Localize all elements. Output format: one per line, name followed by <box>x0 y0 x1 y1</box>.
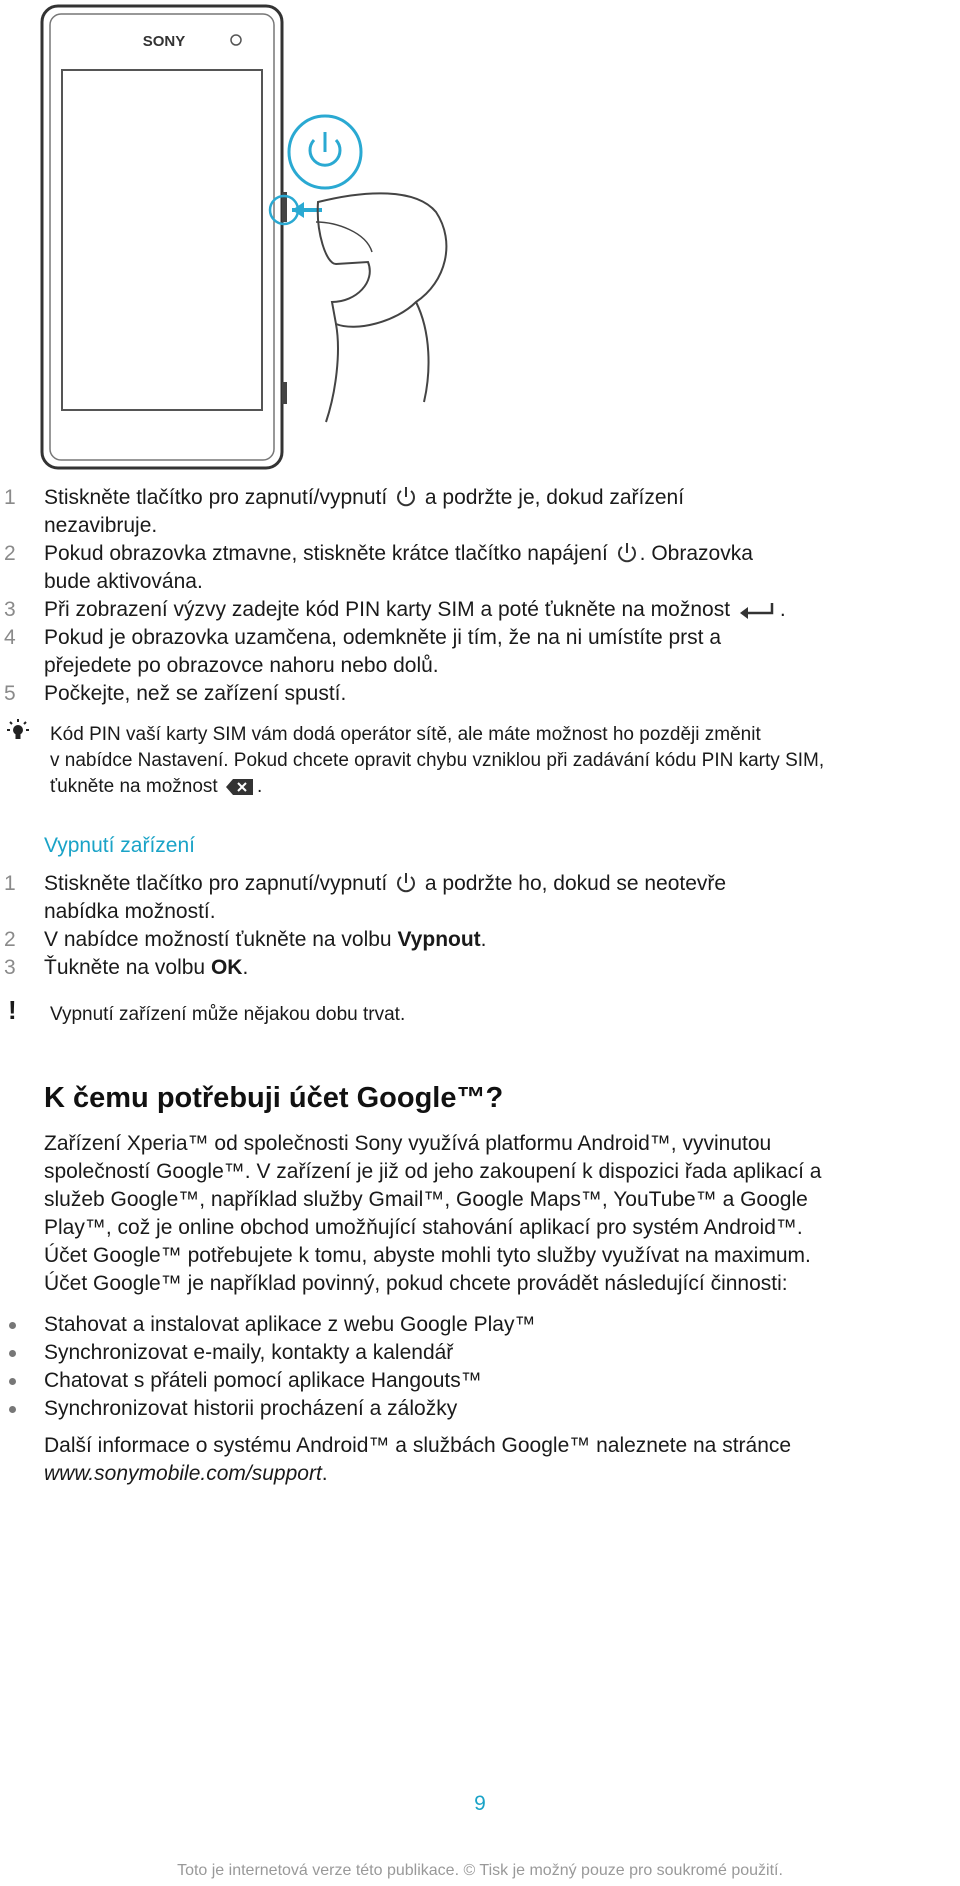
step-text: V nabídce možností ťukněte na volbu Vypnout. <box>44 928 487 951</box>
step-text: Stiskněte tlačítko pro zapnutí/vypnutí a podržte je, dokud zařízení <box>44 486 685 509</box>
step-text: nezavibruje. <box>44 514 158 537</box>
step-number: 4 <box>4 626 16 649</box>
step-number: 3 <box>4 956 16 979</box>
paragraph-line: Zařízení Xperia™ od společnosti Sony využívá platformu Android™, vyvinutou <box>44 1132 772 1155</box>
paragraph-line: služeb Google™, například služby Gmail™, Google Maps™, YouTube™ a Google <box>44 1188 808 1211</box>
list-item: Chatovat s přáteli pomocí aplikace Hangouts™ <box>44 1369 482 1392</box>
paragraph-line: Play™, což je online obchod umožňující stahování aplikací pro systém Android™. <box>44 1216 803 1239</box>
tip-text: Kód PIN vaší karty SIM vám dodá operátor sítě, ale máte možnost ho později změnit <box>50 724 761 745</box>
page-title: K čemu potřebuji účet Google™? <box>44 1082 504 1114</box>
step-text: Počkejte, než se zařízení spustí. <box>44 682 347 705</box>
step-number: 3 <box>4 598 16 621</box>
step-text: bude aktivována. <box>44 570 203 593</box>
step-number: 1 <box>4 872 16 895</box>
paragraph-line: společností Google™. V zařízení je již od jeho zakoupení k dispozici řada aplikací a <box>44 1160 822 1183</box>
support-link[interactable]: www.sonymobile.com/support <box>44 1462 322 1485</box>
step-number: 2 <box>4 542 16 565</box>
enter-icon <box>738 599 778 621</box>
section-heading: Vypnutí zařízení <box>44 834 195 857</box>
step-text: nabídka možností. <box>44 900 216 923</box>
paragraph-line: Účet Google™ je například povinný, pokud chcete provádět následující činnosti: <box>44 1272 788 1295</box>
power-icon <box>395 871 417 895</box>
bullet <box>9 1378 16 1385</box>
paragraph-line: Další informace o systému Android™ a službách Google™ naleznete na stránce <box>44 1434 792 1457</box>
bullet <box>9 1322 16 1329</box>
step-text: Pokud obrazovka ztmavne, stiskněte krátce tlačítko napájení . Obrazovka <box>44 542 753 565</box>
step-text: Při zobrazení výzvy zadejte kód PIN karty SIM a poté ťukněte na možnost . <box>44 598 786 621</box>
bullet <box>9 1350 16 1357</box>
power-icon <box>310 132 340 165</box>
warning-icon: ! <box>8 995 17 1025</box>
phone-power-illustration <box>36 2 476 472</box>
page-number: 9 <box>474 1792 486 1815</box>
bullet <box>9 1406 16 1413</box>
step-text: Ťukněte na volbu OK. <box>44 956 249 979</box>
power-icon <box>616 541 638 565</box>
tip-text: ťukněte na možnost . <box>50 776 263 797</box>
step-number: 1 <box>4 486 16 509</box>
power-icon <box>395 485 417 509</box>
step-number: 5 <box>4 682 16 705</box>
step-text: Pokud je obrazovka uzamčena, odemkněte ji tím, že na ni umístíte prst a <box>44 626 722 649</box>
list-item: Synchronizovat historii procházení a záložky <box>44 1397 458 1420</box>
tip-text: v nabídce Nastavení. Pokud chcete opravit chybu vzniklou při zadávání kódu PIN karty SIM, <box>50 750 825 771</box>
list-item: Synchronizovat e-maily, kontakty a kalendář <box>44 1341 454 1364</box>
paragraph-line: Účet Google™ potřebujete k tomu, abyste mohli tyto služby využívat na maximum. <box>44 1244 811 1267</box>
warning-text: Vypnutí zařízení může nějakou dobu trvat. <box>50 1004 406 1025</box>
footer: Toto je internetová verze této publikace. © Tisk je možný pouze pro soukromé použití. <box>177 1862 783 1879</box>
tip-icon <box>4 718 32 746</box>
step-number: 2 <box>4 928 16 951</box>
brand-logo: SONY <box>142 33 186 50</box>
step-text: Stiskněte tlačítko pro zapnutí/vypnutí a podržte ho, dokud se neotevře <box>44 872 727 895</box>
backspace-icon <box>225 777 255 797</box>
list-item: Stahovat a instalovat aplikace z webu Google Play™ <box>44 1313 536 1336</box>
step-text: přejedete po obrazovce nahoru nebo dolů. <box>44 654 439 677</box>
paragraph-line: www.sonymobile.com/support. <box>44 1462 328 1485</box>
